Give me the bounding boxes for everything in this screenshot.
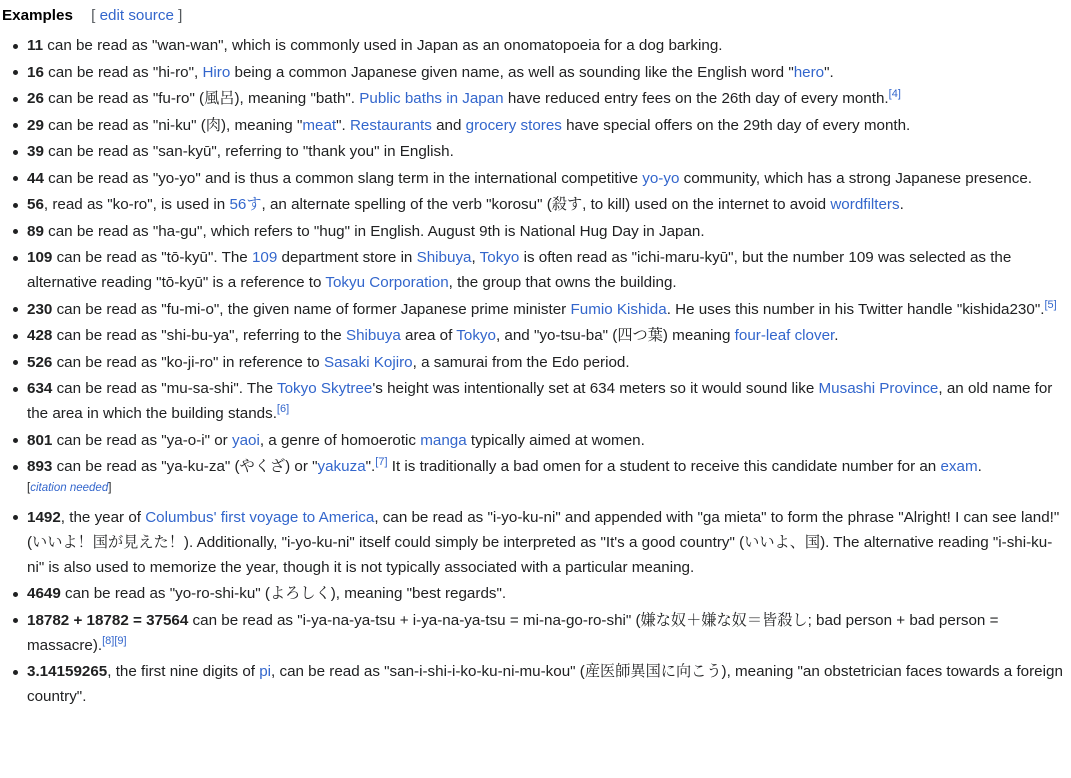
item-text: can be read as "ya-ku-za" (やくざ) or " [52,458,318,475]
example-number: 89 [27,222,44,240]
reference-superscript [889,88,901,100]
example-number: 109 [27,249,53,266]
wiki-link[interactable]: Columbus' first voyage to America [145,508,375,526]
item-text: can be read as "san-kyū", referring to "thank you" in English. [43,143,454,160]
wiki-link[interactable]: Hiro [202,63,231,81]
edit-source-link[interactable]: edit source [99,7,174,24]
item-text: can be read as "i-ya-na-ya-tsu + i-ya-na-ya-tsu = mi-na-go-ro-shi" (嫌な奴＋嫌な奴＝皆殺し; bad person + bad person = massacre). [27,611,999,654]
wiki-link[interactable]: Tokyu Corporation [325,274,449,291]
item-text: community, which has a strong Japanese presence. [679,169,1032,187]
wiki-link[interactable]: yaoi [231,431,260,449]
example-number: 39 [27,143,44,160]
item-text: is often read as "ichi-maru-kyū", but the number 109 was selected as the alternative reading "tō-kyū" is a reference to [27,249,1012,291]
list-item [27,376,1065,426]
reference-superscript [1044,299,1056,311]
list-item [27,659,1065,709]
item-text: . [834,327,839,344]
example-number: 1492 [27,508,61,526]
item-text: ". [824,63,834,81]
wiki-link[interactable]: grocery stores [465,116,562,134]
item-text: can be read as "shi-bu-ya", referring to the [52,327,346,344]
list-item [27,297,1065,322]
wiki-link[interactable]: Musashi Province [818,380,939,397]
wiki-link[interactable]: yo-yo [642,169,680,187]
example-number: 634 [27,380,53,397]
list-item [27,33,1065,58]
reference-link[interactable]: [7] [375,456,388,468]
wiki-link[interactable]: Tokyo [456,327,496,344]
list-item [27,86,1065,111]
wiki-link[interactable]: four-leaf clover [734,327,835,344]
item-text: , can be read as "i-yo-ku-ni" and appended with "ga mieta" to form the phrase "Alright! I can see land!" (いいよ！国が見えた！). Additionally, "i-yo-ku-ni" itself could simply be interpreted as "It's a good country" (いいよ、国). The alternative reading "i-shi-ku-ni" is also used to memorize the year, though it is not typically associated with a particular meaning. [27,508,1060,576]
example-number: 893 [27,458,53,475]
example-number: 26 [27,90,44,107]
item-text: , the group that owns the building. [448,274,677,291]
item-text: area of [400,327,457,344]
item-text: ". [365,458,376,475]
item-text: It is traditionally a bad omen for a student to receive this candidate number for an [387,458,941,475]
list-item [27,505,1065,580]
examples-list [2,505,1065,710]
edit-bracket-open: [ [91,7,100,24]
item-text: can be read as "yo-ro-shi-ku" (よろしく), meaning "best regards". [60,585,507,602]
list-item [27,166,1065,191]
list-item [27,113,1065,138]
list-item [27,219,1065,244]
reference-superscript [277,403,289,415]
item-text: and [431,116,466,134]
list-item [27,192,1065,217]
item-text: can be read as "ni-ku" (肉), meaning " [43,116,303,134]
item-text: , the year of [60,508,146,526]
item-text: 's height was intentionally set at 634 meters so it would sound like [372,380,819,397]
item-text: have reduced entry fees on the 26th day of every month. [503,90,889,107]
list-item [27,454,1065,479]
list-item [27,608,1065,658]
item-text: , a genre of homoerotic [259,431,421,449]
wiki-link[interactable]: meat [302,116,337,134]
wiki-link[interactable]: wordfilters [830,196,900,213]
examples-content [2,33,1065,709]
example-number: 801 [27,431,53,449]
item-text: can be read as "fu-ro" (風呂), meaning "bath". [43,90,360,107]
item-text: department store in [277,249,417,266]
item-text: can be read as "wan-wan", which is commonly used in Japan as an onomatopoeia for a dog barking. [43,37,723,54]
wiki-link[interactable]: yakuza [317,458,366,475]
section-heading: Examples [2,7,73,24]
wiki-link[interactable]: 56す [229,196,262,213]
item-text: ". [336,116,350,134]
edit-bracket-close: ] [173,7,183,24]
item-text: , and "yo-tsu-ba" (四つ葉) meaning [495,327,735,344]
wiki-link[interactable]: 109 [251,249,278,266]
list-item [27,581,1065,606]
list-item [27,245,1065,295]
example-number: 16 [27,63,44,81]
list-item [27,139,1065,164]
item-text: can be read as "yo-yo" and is thus a common slang term in the international competitive [43,169,643,187]
item-text: typically aimed at women. [466,431,645,449]
wiki-link[interactable]: Shibuya [345,327,401,344]
wiki-link[interactable]: Shibuya [416,249,472,266]
list-item [27,428,1065,453]
wiki-link[interactable]: Restaurants [349,116,432,134]
list-item [27,60,1065,85]
item-text: being a common Japanese given name, as well as sounding like the English word " [230,63,794,81]
wiki-link[interactable]: Tokyo Skytree [277,380,373,397]
wiki-link[interactable]: Sasaki Kojiro [323,353,413,371]
example-number: 428 [27,327,53,344]
wiki-link[interactable]: Public baths in Japan [359,90,504,107]
item-text: , read as "ko-ro", is used in [43,196,230,213]
examples-list [2,33,1065,479]
example-number: 44 [27,169,44,187]
item-text: can be read as "mu-sa-shi". The [52,380,277,397]
item-text: , [471,249,480,266]
item-text: can be read as "ya-o-i" or [52,431,232,449]
item-text: , a samurai from the Edo period. [412,353,630,371]
item-text: , the first nine digits of [107,663,260,680]
wiki-link[interactable]: Fumio Kishida [570,300,667,318]
item-text: can be read as "fu-mi-o", the given name of former Japanese prime minister [52,300,571,318]
item-text: , an alternate spelling of the verb "korosu" (殺す, to kill) used on the internet to avoid [261,196,831,213]
item-text: . He uses this number in his Twitter handle "kishida230". [666,300,1045,318]
citation-needed-note: [citation needed] [27,481,112,494]
wiki-link[interactable]: manga [420,431,467,449]
example-number: 4649 [27,585,61,602]
wiki-link[interactable]: Tokyo [479,249,520,266]
example-number: 526 [27,353,53,371]
item-text: . [899,196,904,213]
example-number: 56 [27,196,44,213]
reference-link[interactable]: [5] [1044,298,1057,311]
item-text: , an old name for the area in which the building stands. [27,380,1053,422]
item-text: have special offers on the 29th day of every month. [561,116,911,134]
reference-superscript [375,456,387,468]
item-text: . [977,458,982,475]
wiki-link[interactable]: hero [793,63,825,81]
item-text: can be read as "tō-kyū". The [52,249,252,266]
list-item [27,350,1065,375]
reference-link[interactable]: [6] [276,403,290,415]
reference-link[interactable]: [4] [888,88,901,100]
item-text: can be read as "ha-gu", which refers to "hug" in English. August 9th is National Hug Day in Japan. [43,222,705,240]
example-number: 18782 + 18782 = 37564 [27,611,189,629]
section-header [2,5,1065,27]
item-text: can be read as "ko-ji-ro" in reference to [52,353,324,371]
example-number: 3.14159265 [27,663,108,680]
wiki-link[interactable]: exam [940,458,978,475]
example-number: 29 [27,116,44,134]
item-text: , can be read as "san-i-shi-i-ko-ku-ni-mu-kou" (産医師異国に向こう), meaning "an obstetrician faces towards a foreign country". [27,663,1063,705]
list-item [27,323,1065,348]
edit-section-control [91,7,182,24]
wiki-link[interactable]: pi [259,663,272,680]
citation-needed-link[interactable]: citation needed [30,481,109,494]
reference-link[interactable]: [9] [114,634,127,647]
item-text: can be read as "hi-ro", [43,63,203,81]
reference-superscript [114,635,126,647]
example-number: 11 [27,37,44,54]
reference-superscript [102,635,114,647]
reference-link[interactable]: [8] [102,634,115,647]
example-number: 230 [27,300,53,318]
